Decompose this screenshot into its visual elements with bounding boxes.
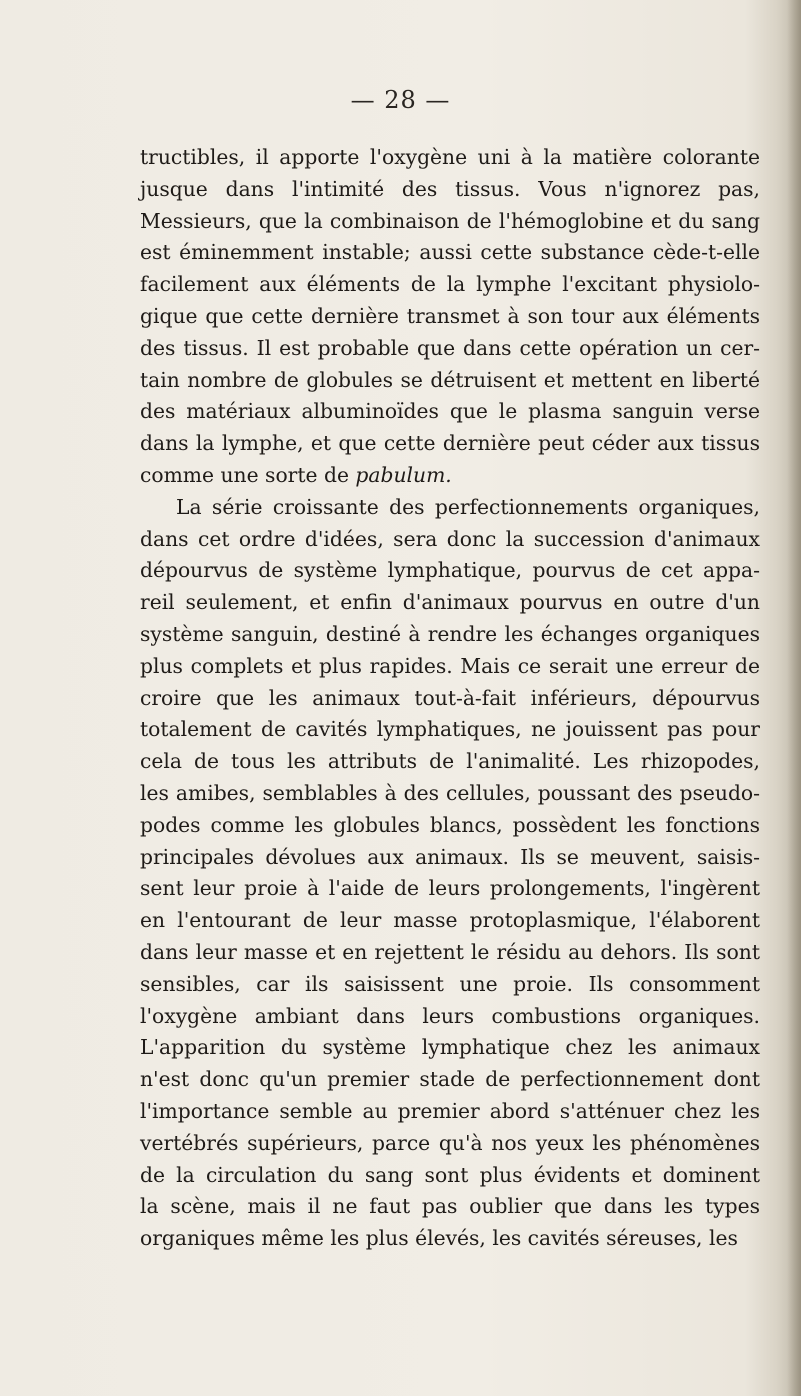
text-line: vertébrés supérieurs, parce qu'à nos yeux les phénomènes [140, 1130, 760, 1155]
text-line: l'importance semble au premier abord s'atténuer chez les [140, 1098, 760, 1123]
text-line: dans cet ordre d'idées, sera donc la succession d'animaux [140, 526, 760, 551]
text-line: reil seulement, et enfin d'animaux pourvus en outre d'un [140, 590, 760, 615]
text-line: des matériaux albuminoïdes que le plasma sanguin verse [140, 399, 760, 424]
italic-term: pabulum. [355, 462, 452, 487]
text-line: n'est donc qu'un premier stade de perfectionnement dont [140, 1067, 760, 1092]
text-line: la scène, mais il ne faut pas oublier que dans les types [140, 1194, 760, 1219]
text-line: de la circulation du sang sont plus évidents et dominent [140, 1162, 760, 1187]
text-line: dans la lymphe, et que cette dernière peut céder aux tissus [140, 431, 760, 456]
text-line: Messieurs, que la combinaison de l'hémoglobine et du sang [140, 208, 760, 233]
text-line: système sanguin, destiné à rendre les échanges organiques [140, 621, 760, 646]
text-line-prefix: comme une sorte de [140, 462, 356, 487]
text-line: l'oxygène ambiant dans leurs combustions organiques. [140, 1003, 760, 1028]
text-line: est éminemment instable; aussi cette substance cède-t-elle [140, 240, 760, 265]
text-line: les amibes, semblables à des cellules, poussant des pseudo- [140, 780, 760, 805]
text-line: plus complets et plus rapides. Mais ce serait une erreur de [140, 653, 760, 678]
page-number: — 28 — [350, 86, 451, 114]
text-line: gique que cette dernière transmet à son tour aux éléments [140, 303, 760, 328]
text-line: des tissus. Il est probable que dans cette opération un cer- [140, 335, 760, 360]
text-line: dans leur masse et en rejettent le résidu au dehors. Ils sont [140, 939, 760, 964]
text-line: dépourvus de système lymphatique, pourvus de cet appa- [140, 558, 760, 583]
text-line: cela de tous les attributs de l'animalité. Les rhizopodes, [140, 749, 760, 774]
text-line: L'apparition du système lymphatique chez les animaux [140, 1035, 760, 1060]
page-edge-shadow [787, 0, 801, 1396]
body-text [140, 142, 760, 1255]
text-line: jusque dans l'intimité des tissus. Vous n'ignorez pas, [140, 176, 760, 201]
text-line: principales dévolues aux animaux. Ils se meuvent, saisis- [140, 844, 760, 869]
text-line: en l'entourant de leur masse protoplasmique, l'élaborent [140, 908, 760, 933]
text-line-paragraph-end [140, 460, 760, 492]
text-line: croire que les animaux tout-à-fait inférieurs, dépourvus [140, 685, 760, 710]
text-line: tructibles, il apporte l'oxygène uni à la matière colorante [140, 145, 760, 169]
text-line: organiques même les plus élevés, les cavités séreuses, les [140, 1226, 738, 1251]
text-line: facilement aux éléments de la lymphe l'excitant physiolo- [140, 272, 760, 297]
text-line: tain nombre de globules se détruisent et mettent en liberté [140, 367, 760, 392]
text-line-paragraph-start: La série croissante des perfectionnements organiques, [176, 494, 760, 519]
text-line: sensibles, car ils saisissent une proie. Ils consomment [140, 971, 760, 996]
text-line: sent leur proie à l'aide de leurs prolongements, l'ingèrent [140, 876, 760, 901]
text-line: podes comme les globules blancs, possèdent les fonctions [140, 812, 760, 837]
text-line: totalement de cavités lymphatiques, ne jouissent pas pour [140, 717, 760, 742]
